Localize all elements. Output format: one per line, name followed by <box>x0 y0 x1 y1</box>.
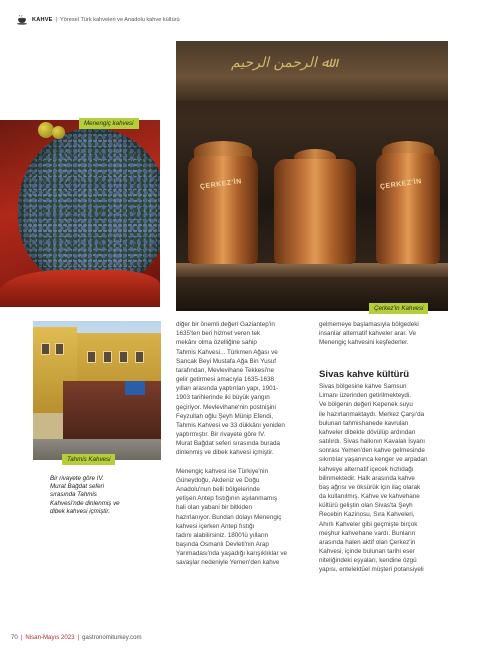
section-label: KAHVE <box>32 17 53 23</box>
note-line: dibek kahvesi içmiştir. <box>50 507 110 515</box>
photo-cerkez-kahvesi <box>176 41 448 311</box>
text-line: da kullanılmış. Kahve ve kahvehane <box>319 493 420 501</box>
photo-menengic-beans <box>0 120 160 307</box>
text-line: Sivas bölgesine kahve Samsun <box>319 383 407 390</box>
text-line: insanlar alternatif kahveler arar. Ve <box>319 330 416 338</box>
text-line: tarafından, Mevlevihane Tekkesi'ne <box>176 366 275 374</box>
page-header <box>17 13 180 27</box>
coffee-cup-icon <box>17 15 28 25</box>
text-line: bilinmektedir. Halk arasında kahve <box>319 474 415 482</box>
text-line: Tahmis Kahvesi... Türkmen Ağası ve <box>176 348 278 356</box>
text-line: Sancak Beyi Mustafa Ağa Bin Yusuf <box>176 357 276 365</box>
urn-label-left: ÇERKEZ'İN <box>199 178 243 191</box>
text-line: yapısı, entelektüel müşteri potansiyeli <box>319 566 424 574</box>
text-line: dinlenmiş ve dibek kahvesi içmiştir. <box>176 449 274 457</box>
text-line: Feyzullah oğlu Şeyh Münip Efendi, <box>176 412 273 420</box>
text-line: meşhur kahvehane vardı. Bunların <box>319 529 416 537</box>
text-line: yaptırmıştır. Bir rivayete göre IV. <box>176 431 266 439</box>
text-line: niteliğindeki eşyaları, kendine özgü <box>319 557 417 565</box>
website-link[interactable]: gastronomiturkey.com <box>82 634 142 641</box>
article-column-2-intro <box>319 320 447 348</box>
text-line: kahveye alternatif içecek hızlıdağı <box>319 465 414 473</box>
page-number: 70 <box>11 634 18 641</box>
text-line: kahveler dibekte dövülüp ardından <box>319 428 416 436</box>
page-footer: 70 | Nisan-Mayıs 2023 | gastronomiturkey.com <box>11 634 142 641</box>
text-line: Limanı üzerinden getirilmekteydi. <box>319 392 412 400</box>
text-line: 1903 tarihlerinde iki büyük yangın <box>176 394 270 402</box>
text-line: Anadolu'nun belli bölgelerinde <box>176 486 260 494</box>
section-subtitle: Yöresel Türk kahveleri ve Anadolu kahve kültürü <box>60 17 180 23</box>
text-line: tadını alabilirsiniz. 1800'lü yılların <box>176 531 269 539</box>
text-line: bulunan tahmishanede kavrulan <box>319 419 409 427</box>
window <box>87 351 96 363</box>
urn-label-right: ÇERKEZ'İN <box>379 178 423 191</box>
fruit <box>52 126 65 139</box>
beans-pile <box>18 128 160 288</box>
text-line: gelir getirmesi amacıyla 1635-1638 <box>176 376 275 384</box>
calligraphy-band <box>176 41 448 101</box>
text-line: savaşlar nedeniyle Yemen'den kahve <box>176 559 280 567</box>
shop-sign <box>125 381 145 395</box>
header-separator: | <box>55 17 58 23</box>
text-line: baş ağrısı ve öksürük için ilaç olarak <box>319 483 421 491</box>
text-line: ile hazırlanmaktaydı. Merkez Çarşı'da <box>319 410 425 418</box>
issue-date: Nisan-Mayıs 2023 <box>25 634 75 641</box>
caption-tahmis: Tahmis Kahvesi <box>62 454 115 465</box>
note-line: Murat Bağdat seferi <box>50 483 104 491</box>
window <box>119 351 128 363</box>
copper-urn-center <box>274 159 356 264</box>
caption-menengic: Menengiç kahvesi <box>79 118 139 129</box>
window <box>135 351 144 363</box>
copper-urn-left <box>188 156 258 264</box>
text-line: gelmemeye başlamasıyla bölgedeki <box>319 321 419 328</box>
window <box>55 343 64 355</box>
note-line: Bir rivayete göre IV. <box>50 475 104 482</box>
side-note <box>50 475 142 516</box>
window <box>41 343 50 355</box>
text-line: geçiriyor. Mevlevihane'nin postnişini <box>176 403 276 411</box>
photo-tahmis-kahvesi <box>33 321 161 460</box>
text-line: kültürü geliştin olan Sivas'ta Şeyh <box>319 502 413 510</box>
sack-rim <box>0 270 160 307</box>
text-line: hali olan yabani bir bitkiden <box>176 504 252 512</box>
text-line: Menengiç kahvesini keşfederler. <box>319 339 409 347</box>
text-line: sonrası Yemen'den kahve gelmesinde <box>319 447 425 455</box>
text-line: Recebin Kazinosu, Sıra Kahveleri, <box>319 511 415 519</box>
text-line: mekânı olma özelliğine sahip <box>176 339 257 347</box>
text-line: Ve bölgenin değeri Kepenek suyu <box>319 401 413 409</box>
text-line: diğer bir önemli değeri Gaziantep'in <box>176 321 275 328</box>
article-column-1 <box>176 320 304 568</box>
counter-shelf <box>176 263 448 277</box>
text-line: Yarımadası'nda yaşadığı karışıklıklar ve <box>176 550 287 558</box>
text-line: satılırdı. Sivas halkının Kavalalı İsyanı <box>319 438 426 446</box>
calligraphy-text: ﷲ ﺍﻟﺮﺣﻤﻦ ﺍﻟﺮﺣﻴﻢ <box>231 55 330 71</box>
note-line: Kahvesi'nde dinlenmiş ve <box>50 499 120 507</box>
text-line: arasında halen aktif olan Çerkez'in <box>319 538 416 546</box>
text-line: başında Osmanlı Devleti'nin Arap <box>176 541 269 549</box>
text-line: yetişen Antep fıstığının aşılanmamış <box>176 495 278 503</box>
text-line: hazırlanıyor. Bundan dolayı Menengiç <box>176 513 282 521</box>
text-line: 1635'ten beri hizmet veren tek <box>176 330 261 338</box>
text-line: sıkıntılar yaşanınca kenger ve arpadan <box>319 456 428 464</box>
article-column-2 <box>319 382 447 575</box>
text-line: Tahmis Kahvesi ve 33 dükkânı yeniden <box>176 421 285 429</box>
caption-cerkez: Çerkez'in Kahvesi <box>369 303 428 314</box>
note-line: sırasında Tahmis <box>50 491 97 499</box>
text-line: Ahırlı Kahveler gibi geçmişte birçok <box>319 520 418 528</box>
text-line: Kahvesi, içinde bulunan tarihi eser <box>319 548 415 556</box>
text-line: Güneydoğu, Akdeniz ve Doğu <box>176 476 260 484</box>
shopfront <box>63 381 161 439</box>
text-line: Murat Bağdat seferi sırasında burada <box>176 440 280 448</box>
text-line <box>176 458 304 467</box>
window <box>103 351 112 363</box>
text-line: Menengiç kahvesi ise Türkiye'nin <box>176 467 269 475</box>
text-line: yılları arasında yaptırılan yapı, 1901- <box>176 385 279 393</box>
section-heading: Sivas kahve kültürü <box>319 369 410 380</box>
copper-urn-right <box>376 153 440 264</box>
text-line: kahvesi içerken Antep fıstığı <box>176 522 255 530</box>
